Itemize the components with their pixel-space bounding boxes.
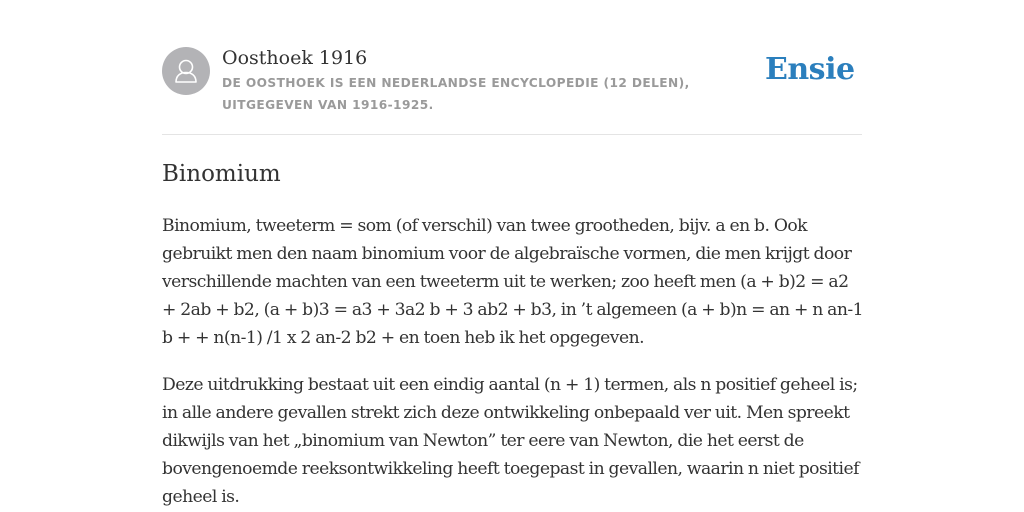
source-avatar[interactable]	[162, 47, 210, 95]
source-title[interactable]: Oosthoek 1916	[222, 47, 368, 69]
article-title: Binomium	[162, 161, 281, 187]
content-container	[162, 0, 864, 507]
article-paragraph: Deze uitdrukking bestaat uit een eindig aantal (n + 1) termen, als n positief geheel is; in alle andere gevallen strekt zich deze ontwikkeling onbepaald ver uit. Men spreekt dikwijls van het „binomium van Newton” ter eere van Newton, die het eerst de bovengenoemde reeksontwikkeling heeft toegepast in gevallen, waarin n niet positief geheel is.	[162, 375, 859, 507]
source-header	[162, 0, 862, 135]
article-paragraph: Binomium, tweeterm = som (of verschil) van twee grootheden, bijv. a en b. Ook gebruikt men den naam binomium voor de algebraïsche vormen, die men krijgt door verschillende machten van een tweeterm uit te werken; zoo heeft men (a + b)2 = a2 + 2ab + b2, (a + b)3 = a3 + 3a2 b + 3 ab2 + b3, in ’t algemeen (a + b)n = an + n an-1 b + + n(n-1) /1 x 2 an-2 b2 + en toen heb ik het opgegeven.	[162, 216, 864, 348]
article-body	[162, 212, 866, 512]
source-description: DE OOSTHOEK IS EEN NEDERLANDSE ENCYCLOPEDIE (12 DELEN), UITGEGEVEN VAN 1916-1925.	[222, 76, 690, 112]
user-icon	[162, 47, 210, 95]
ensie-logo[interactable]: Ensie	[765, 52, 855, 87]
